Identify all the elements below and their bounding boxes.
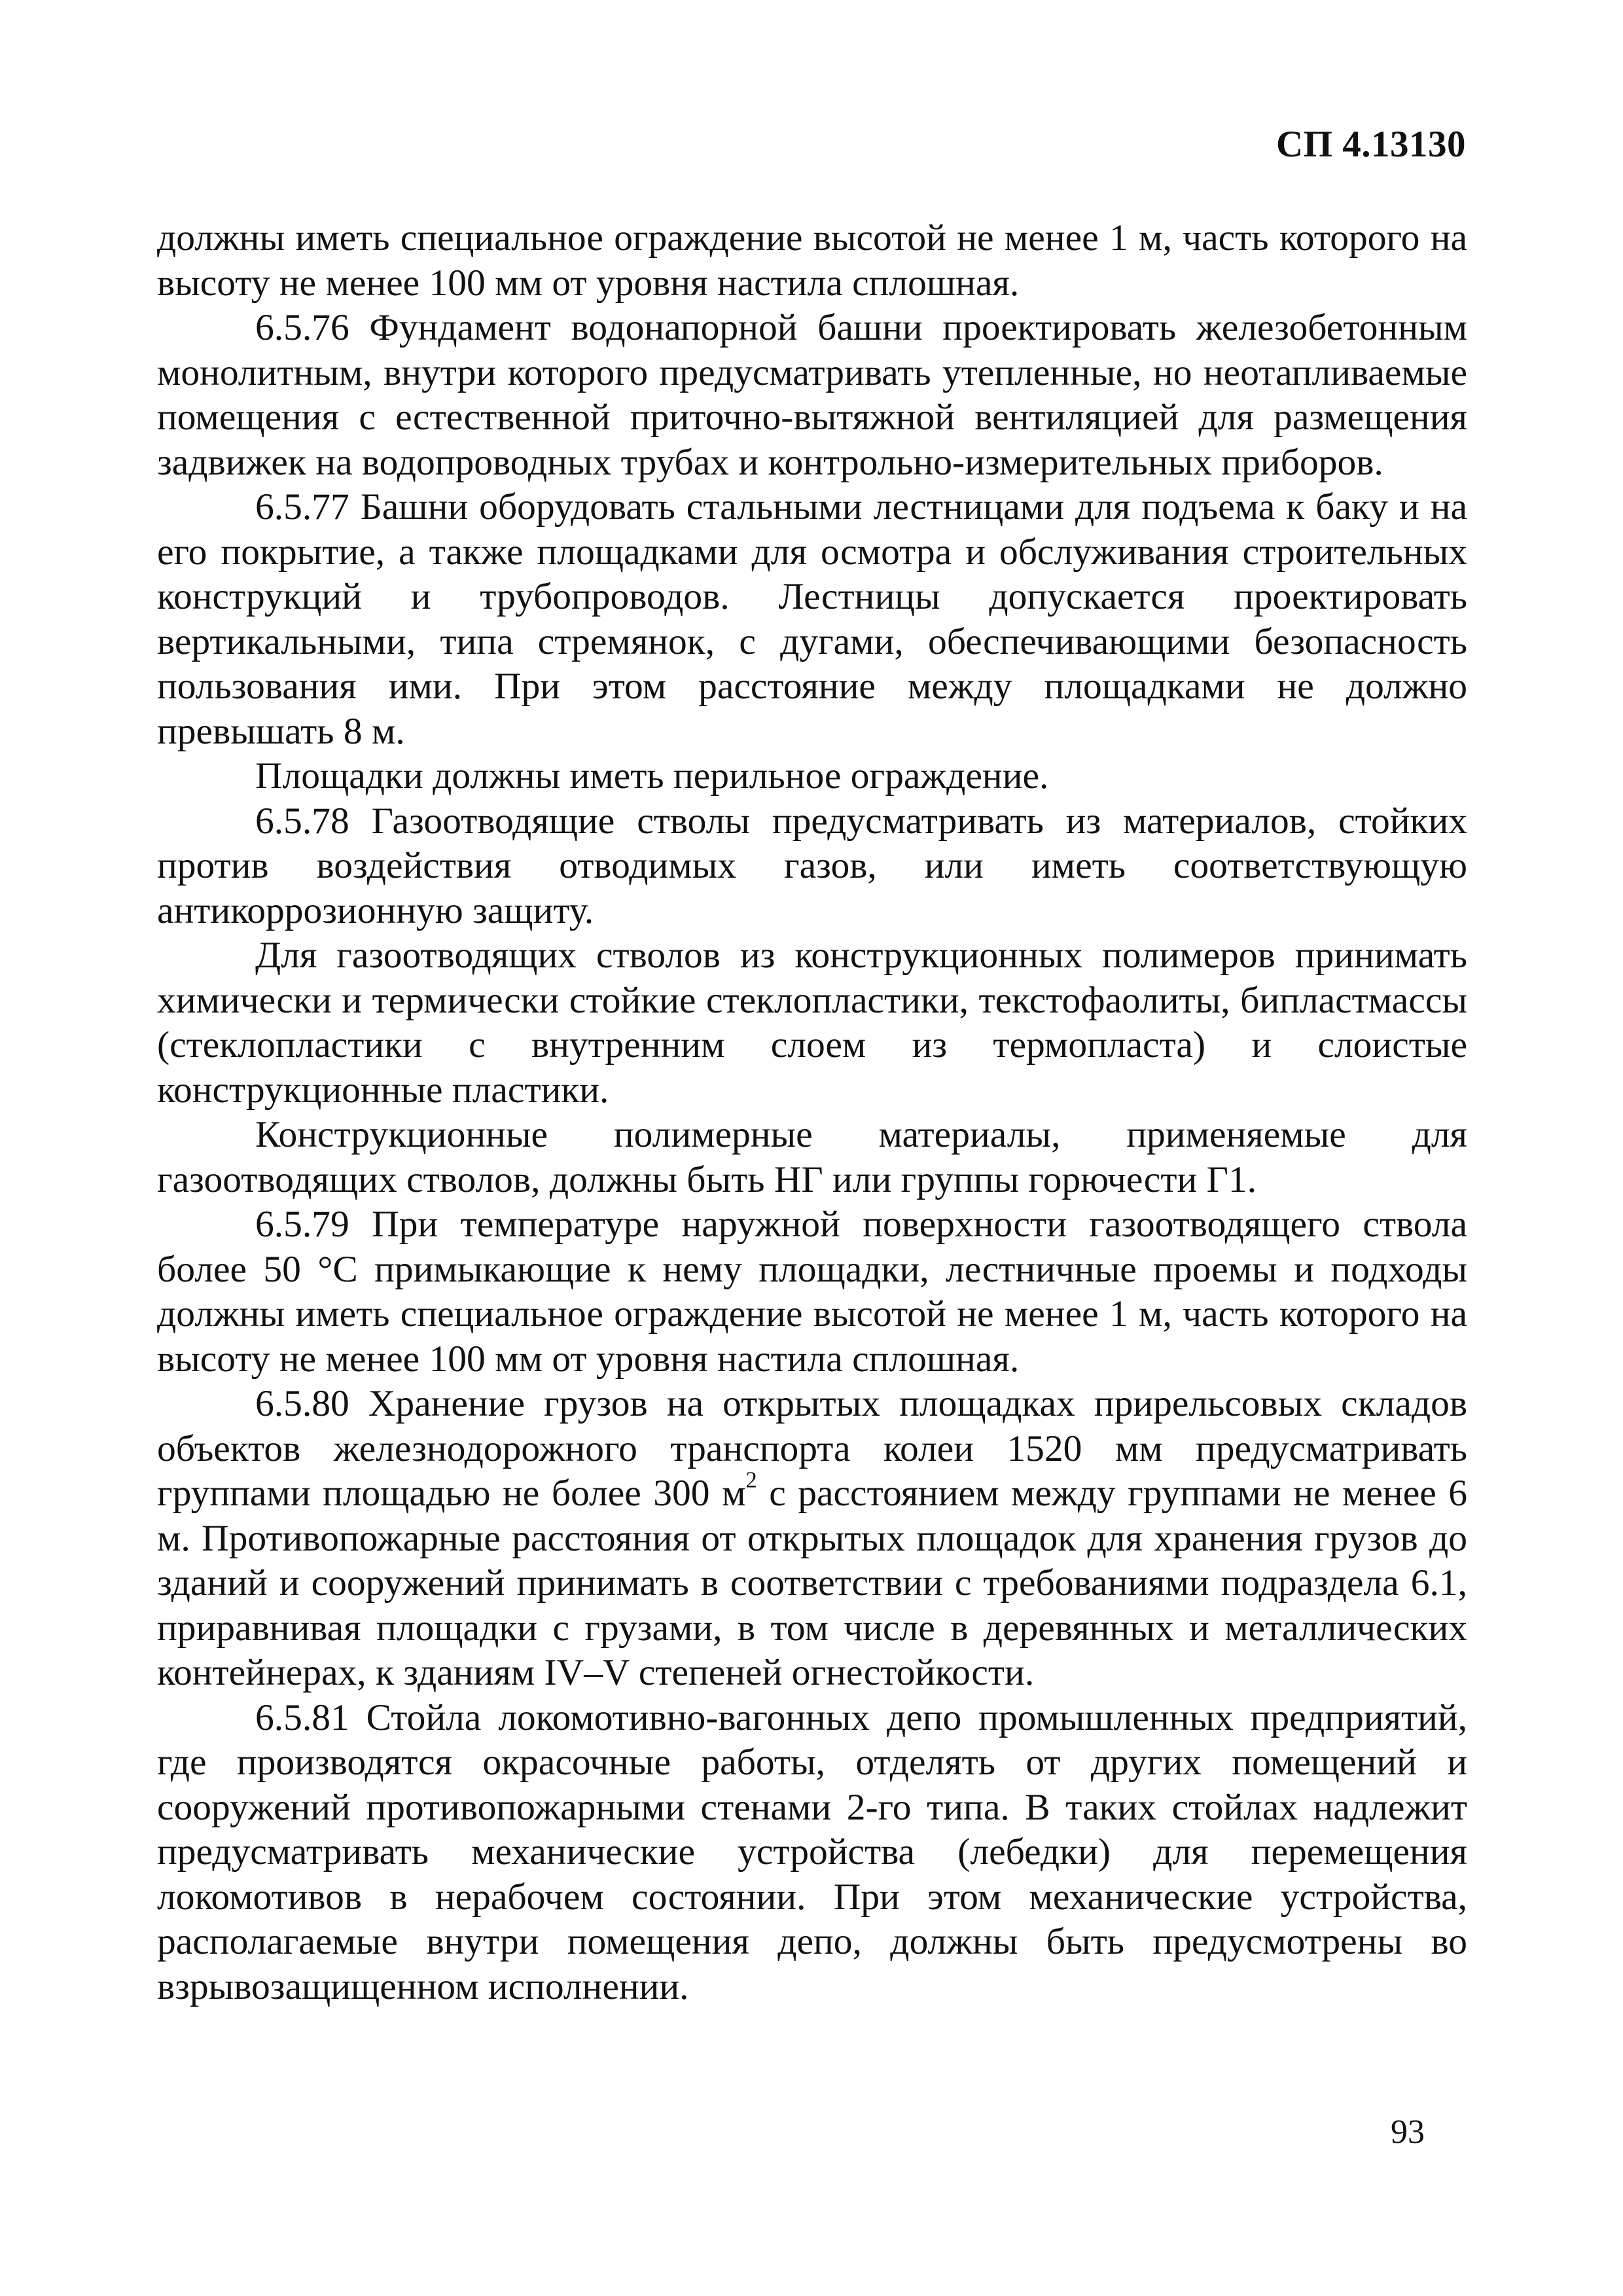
paragraph-6-5-76: 6.5.76 Фундамент водонапорной башни проектировать железобетонным монолитным, внутри которого предусматривать утепленные, но неотапливаемые помещения с естественной приточно-вытяжной вентиляцией для размещения задвижек на водопроводных трубах и контрольно-измерительных приборов. — [157, 307, 1467, 483]
paragraph-6-5-78: 6.5.78 Газоотводящие стволы предусматривать из материалов, стойких против воздействия отводимых газов, или иметь соответствующую антикоррозионную защиту. — [157, 800, 1467, 931]
paragraph-6-5-79: 6.5.79 При температуре наружной поверхности газоотводящего ствола более 50 °С примыкающие к нему площадки, лестничные проемы и подходы должны иметь специальное ограждение высотой не менее 1 м, часть которого на высоту не менее 100 мм от уровня настила сплошная. — [157, 1204, 1467, 1380]
paragraph-6-5-80-part1: 6.5.80 Хранение грузов на открытых площадках прирельсовых складов объектов железнодорожного транспорта колеи 1520 мм предусматривать группами площадью не более 300 м — [157, 1383, 1467, 1514]
paragraph-continuation: должны иметь специальное ограждение высотой не менее 1 м, часть которого на высоту не менее 100 мм от уровня настила сплошная. — [157, 217, 1467, 304]
paragraph-6-5-80-part2: с расстоянием между группами не менее 6 м. Противопожарные расстояния от открытых площадок для хранения грузов до зданий и сооружений принимать в соответствии с требованиями подраздела 6.1, приравнивая площадки с грузами, в том числе в деревянных и металлических контейнерах, к зданиям IV–V степеней огнестойкости. — [157, 1473, 1467, 1693]
document-code: СП 4.13130 — [1276, 124, 1466, 165]
area-superscript: 2 — [745, 1467, 757, 1493]
paragraph-6-5-77: 6.5.77 Башни оборудовать стальными лестницами для подъема к баку и на его покрытие, а также площадками для осмотра и обслуживания строительных конструкций и трубопроводов. Лестницы допускается проектировать вертикальными, типа стремянок, с дугами, обеспечивающими безопасность пользования ими. При этом расстояние между площадками не должно превышать 8 м. — [157, 486, 1467, 752]
paragraph-6-5-81: 6.5.81 Стойла локомотивно-вагонных депо промышленных предприятий, где производятся окрасочные работы, отделять от других помещений и сооружений противопожарными стенами 2-го типа. В таких стойлах надлежит предусматривать механические устройства (лебедки) для перемещения локомотивов в нерабочем состоянии. При этом механические устройства, располагаемые внутри помещения депо, должны быть предусмотрены во взрывозащищенном исполнении. — [157, 1696, 1467, 2007]
paragraph-platform-railing: Площадки должны иметь перильное ограждение. — [255, 755, 1049, 797]
paragraph-polymer-stacks: Для газоотводящих стволов из конструкционных полимеров принимать химически и термически стойкие стеклопластики, текстофаолиты, бипластмассы (стеклопластики с внутренним слоем из термопласта) и слоистые конструкционные пластики. — [157, 935, 1467, 1111]
paragraph-polymer-flammability: Конструкционные полимерные материалы, применяемые для газоотводящих стволов, должны быть НГ или группы горючести Г1. — [157, 1114, 1467, 1200]
document-body — [157, 216, 1467, 2009]
page-number: 93 — [1391, 2113, 1425, 2151]
paragraph-6-5-80 — [157, 1382, 1467, 1696]
